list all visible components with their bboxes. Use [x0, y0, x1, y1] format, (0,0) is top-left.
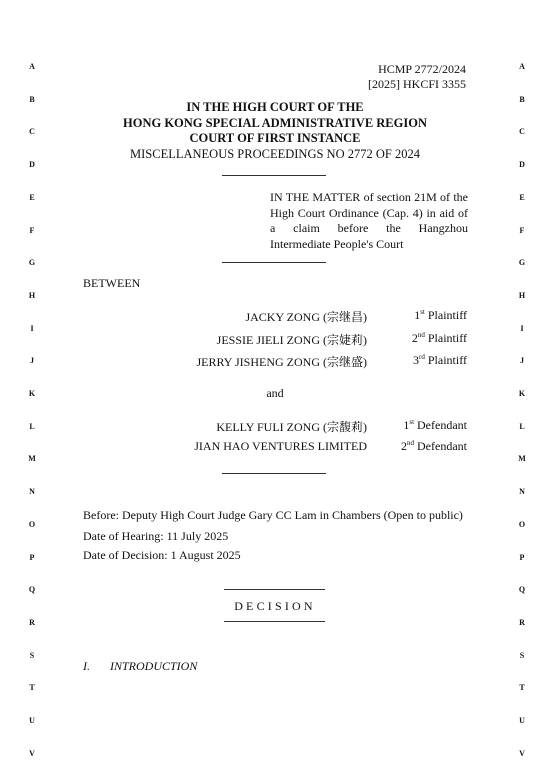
margin-letter-right: H — [518, 291, 526, 300]
margin-letter-right: N — [519, 487, 525, 496]
margin-letter-left: K — [28, 389, 36, 398]
decision-title: DECISION — [234, 599, 316, 613]
decision-date: Date of Decision: 1 August 2025 — [83, 548, 241, 562]
margin-letter-left: E — [29, 193, 35, 202]
decision-bottom-rule — [224, 621, 325, 622]
matter-divider — [222, 262, 326, 263]
margin-letter-left: L — [29, 422, 35, 431]
court-line-2: HONG KONG SPECIAL ADMINISTRATIVE REGION — [123, 115, 427, 130]
neutral-citation: [2025] HKCFI 3355 — [368, 77, 466, 91]
court-line-1: IN THE HIGH COURT OF THE — [186, 100, 364, 114]
margin-letter-right: Q — [518, 585, 526, 594]
margin-letter-right: C — [519, 127, 525, 136]
margin-letter-right: U — [519, 716, 525, 725]
margin-letter-right: K — [518, 389, 526, 398]
case-references — [368, 62, 466, 92]
defendant-1-name: KELLY FULI ZONG (宗馥莉) — [216, 420, 367, 434]
margin-letter-right: V — [519, 749, 525, 758]
margin-letter-left: C — [29, 127, 35, 136]
margin-letter-right: D — [519, 160, 525, 169]
action-number: HCMP 2772/2024 — [378, 62, 466, 76]
hearing-date: Date of Hearing: 11 July 2025 — [83, 529, 229, 543]
defendant-2-name: JIAN HAO VENTURES LIMITED — [194, 439, 367, 453]
margin-letter-left: P — [29, 553, 35, 562]
plaintiff-1-name: JACKY ZONG (宗继昌) — [245, 310, 367, 324]
margin-letter-right: O — [518, 520, 526, 529]
plaintiff-1-role: 1st Plaintiff — [414, 308, 467, 322]
margin-letter-left: O — [28, 520, 36, 529]
plaintiff-3-role: 3rd Plaintiff — [413, 353, 467, 367]
margin-letter-left: T — [29, 683, 35, 692]
margin-letter-left: B — [29, 95, 35, 104]
margin-letter-right: P — [519, 553, 525, 562]
court-line-3: COURT OF FIRST INSTANCE — [189, 131, 361, 145]
section-title: INTRODUCTION — [110, 659, 198, 673]
margin-letter-left: D — [29, 160, 35, 169]
margin-letter-right: A — [519, 62, 525, 71]
margin-letter-left: S — [29, 651, 35, 660]
heading-divider — [222, 175, 326, 176]
margin-letter-left: G — [28, 258, 36, 267]
margin-letter-left: M — [28, 454, 36, 463]
margin-letter-left: I — [30, 324, 34, 333]
plaintiff-2-name: JESSIE JIELI ZONG (宗婕莉) — [216, 333, 367, 347]
court-heading — [0, 100, 550, 162]
margin-letter-right: J — [520, 356, 524, 365]
margin-letter-right: L — [519, 422, 525, 431]
and-label: and — [266, 386, 284, 400]
section-number: I. — [83, 659, 90, 673]
margin-letter-left: F — [29, 226, 35, 235]
decision-top-rule — [224, 589, 325, 590]
margin-letter-right: G — [518, 258, 526, 267]
margin-letter-right: I — [520, 324, 524, 333]
margin-letter-left: H — [28, 291, 36, 300]
margin-letter-left: Q — [28, 585, 36, 594]
between-label: BETWEEN — [83, 276, 141, 290]
defendant-2-role: 2nd Defendant — [401, 439, 467, 453]
margin-letter-left: J — [30, 356, 34, 365]
margin-letter-left: A — [29, 62, 35, 71]
plaintiff-2-role: 2nd Plaintiff — [411, 331, 467, 345]
margin-letter-left: V — [29, 749, 35, 758]
matter-description: IN THE MATTER of section 21M of the High Court Ordinance (Cap. 4) in aid of a claim before the Hangzhou Intermediate People's Court — [270, 190, 468, 251]
margin-letter-right: F — [519, 226, 525, 235]
defendant-1-role: 1st Defendant — [403, 418, 467, 432]
margin-letter-right: R — [519, 618, 525, 627]
margin-letter-right: T — [519, 683, 525, 692]
plaintiff-3-name: JERRY JISHENG ZONG (宗继盛) — [196, 355, 367, 369]
before-judge: Before: Deputy High Court Judge Gary CC Lam in Chambers (Open to public) — [83, 508, 463, 522]
margin-letter-left: U — [29, 716, 35, 725]
margin-letter-right: B — [519, 95, 525, 104]
margin-letter-right: E — [519, 193, 525, 202]
parties-divider — [222, 473, 326, 474]
section-heading — [83, 659, 197, 674]
proceedings-number: MISCELLANEOUS PROCEEDINGS NO 2772 OF 2024 — [130, 146, 420, 161]
margin-letter-right: M — [518, 454, 526, 463]
margin-letter-right: S — [519, 651, 525, 660]
margin-letter-left: R — [29, 618, 35, 627]
margin-letter-left: N — [29, 487, 35, 496]
